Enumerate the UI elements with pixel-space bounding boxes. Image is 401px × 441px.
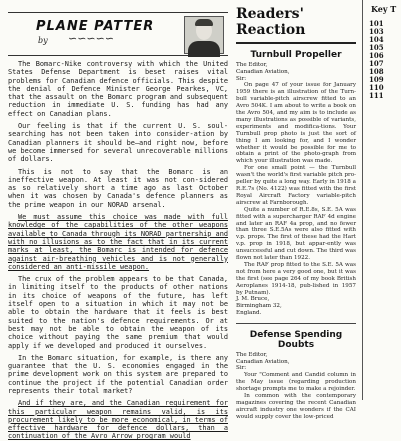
key-number: 109 — [369, 75, 384, 84]
letter-title: Defense Spending Doubts — [249, 329, 343, 350]
letter-paragraph: On page 47 of your issue for January 1959 there is an illustration of the Turn-bull variable-pitch airscrew fitted to an Avro 504K. I am about to write a book on the Avro 504, and my aim is to include as many illustrations as possible of variants, experiments and modifica-tions. Your Turnbull prop photo is just the sort of thing I am looking for, and I wonder whether it would be possible for me to obtain a print of the photo-graph from which your illustration was made. — [236, 82, 356, 165]
key-number: 107 — [369, 59, 384, 68]
readers-reaction-column — [236, 0, 356, 420]
plane-patter-column — [8, 12, 228, 441]
author-signature: ∽∽∽∽∽ — [68, 32, 115, 45]
letter-paragraph: Your "Comment and Candid column in the May issue (regarding production shortage prompts me to make a rejoinder. — [236, 372, 356, 393]
letter-signature: Birmingham 32, — [236, 303, 282, 310]
letter-signature: England. — [236, 310, 262, 317]
letter-salutation: Canadian Aviation, — [236, 358, 290, 365]
letter-salutation: The Editor, — [236, 62, 268, 68]
key-number: 101 — [369, 19, 384, 28]
patter-paragraph: And if they are, and the Canadian requirement for this particular weapon remains valid, is its procurement likely to be more economical, in terms of effective hardware for defence dollars, than a continuation of the Avro Arrow program would — [8, 399, 228, 441]
key-number: 104 — [369, 35, 384, 44]
letter-paragraph: In common with the contemporary magazines covering the recent Canadian aircraft industry one wonders if the CAI would supply cover the low-priced — [236, 392, 356, 420]
letter-salutation: Sir: — [236, 75, 247, 82]
section-divider — [236, 323, 356, 324]
key-number: 103 — [369, 27, 384, 36]
key-number: 108 — [369, 67, 384, 76]
key-column — [362, 0, 401, 400]
key-heading: Key T — [371, 4, 397, 14]
patter-paragraph: The crux of the problem appears to be that Canada, in limiting itself to the products of other nations in its choice of weapons of the future, has left itself open to a situation in which it may not be able to obtain the hardware that it feels is best suited to the nation's defence requirements. Or at best may not be able to obtain the weapon of its choice without paying the same premium that would apply if we developed and produced it ourselves. — [8, 275, 228, 350]
letter-title: Turnbull Propeller — [250, 50, 342, 60]
letter-paragraph: For one small point — the Turnbull wasn't the world's first variable pitch pro-peller by quite a long way. Early in 1918 a R.E.7s (No. 4122) was fitted with the first Royal Aircraft Factory variable-pitch airscrew at Farnborough. — [236, 165, 356, 206]
patter-paragraph: This is not to say that the Bomarc is an ineffective weapon. At least it was not con-sidered as so relatively short a time ago as last October when it was chosen by Canada's defence planners as the prime weapon in our NORAD arsenal. — [8, 167, 228, 209]
letter-paragraph: Quite a number of R.E.8s, S.E. 5A was fitted with a supercharger RAF 4d engine and later an RAF 4a prop, and no fewer than three S.E.5As were also fitted with v.p. props. The first of these had the Hart v.p. prop in 1918, but appar-ently was unsuccessful and cut down. The third was flown not later than 1922. — [236, 206, 356, 262]
plane-patter-title: PLANE PATTER — [36, 19, 155, 34]
readers-reaction-heading: Readers' Reaction — [236, 6, 306, 38]
patter-paragraph: In the Bomarc situation, for example, is there any guarantee that the U. S. economies engaged in the prime development work on this system are prepared to continue the project if the potential Canadian order represents their total market? — [8, 353, 228, 395]
plane-patter-header — [8, 12, 228, 56]
letter-signature: J. M. Bruce, — [236, 296, 270, 303]
key-number: 111 — [369, 91, 384, 100]
heading-rule — [236, 42, 356, 44]
letter-salutation: Canadian Aviation, — [236, 68, 290, 75]
key-number: 110 — [369, 83, 384, 92]
letter-paragraph: The RAF prop fitted to the S.E. 5A was not from here a very good one, but it was the first (see page 264 of my book British Aeroplanes 1914-18, pub-lished in 1957 by Putnam). — [236, 261, 356, 296]
author-photo — [184, 16, 224, 54]
byline-label: by — [38, 36, 48, 45]
letter-salutation: The Editor, — [236, 351, 268, 358]
letter-salutation: Sir: — [236, 365, 247, 372]
patter-paragraph: Our feeling is that if the current U. S. soul-searching has not been taken into consider-ation by Canadian planners it should be—and right now, before we become immersed for several unrecoverable millions of dollars. — [8, 122, 228, 164]
patter-paragraph: The Bomarc-Nike controversy with which the United States Defense Department is beset raises vital problems for Canadian defence officials. This despite the denial of Defence Minister George Pearkes, VC, that the assault on the Bomarc program and subsequent reduction in immediate U. S. funding has had any effect on Canadian plans. — [8, 60, 228, 118]
key-number: 106 — [369, 51, 384, 60]
key-number: 105 — [369, 43, 384, 52]
patter-paragraph: We must assume this choice was made with full knowledge of the capabilities of the other weapons available to Canada through its NORAD partnership and with no illusions as to the fact that in its current marks at least, the Bomarc is intended for defence against air-breathing vehicles and is not generally considered an anti-missile weapon. — [8, 213, 228, 271]
